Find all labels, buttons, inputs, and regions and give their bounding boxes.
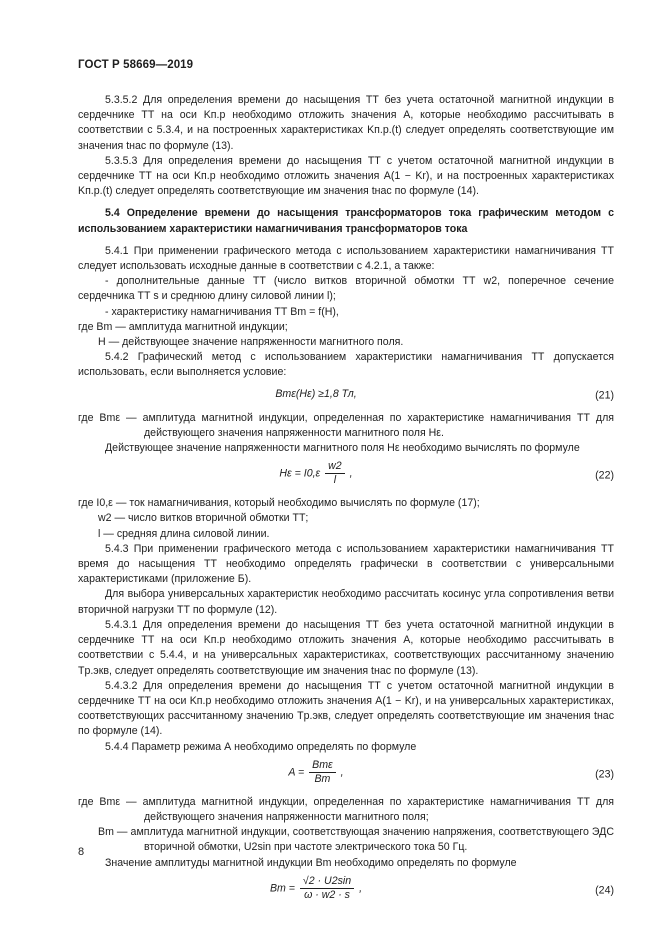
formula-24-number: (24) — [595, 884, 614, 897]
formula-21 — [78, 385, 614, 407]
section-heading-5-4: 5.4 Определение времени до насыщения трансформаторов тока графическим методом с использованием характеристики намагничивания трансформаторов тока — [78, 207, 614, 235]
formula-24-numerator: √2 · U2sin — [300, 875, 354, 889]
formula-23-tail: , — [340, 766, 344, 779]
formula-22-left: Hε = I0,ε — [279, 467, 321, 480]
paragraph-universal-characteristics: Для выбора универсальных характеристик необходимо рассчитать косинус угла сопротивления ветви вторичной нагрузки ТТ по формуле (12). — [78, 588, 614, 616]
formula-24-expression — [78, 875, 554, 902]
formula-21-expression: Bmε(Hε) ≥1,8 Тл, — [275, 387, 357, 400]
paragraph-5-3-5-3: 5.3.5.3 Для определения времени до насыщения ТТ с учетом остаточной магнитной индукции в сердечнике ТТ на оси Kп.р необходимо отложить значения A(1 − Kr), и на построенных характеристиках Kп.р.(t) следует определять соответствующие им значения tнас по формуле (14). — [78, 154, 614, 198]
definition-w2: w2 — число витков вторичной обмотки ТТ; — [98, 512, 309, 525]
definition-i0: где I0,ε — ток намагничивания, который необходимо вычислять по формуле (17); — [78, 497, 480, 510]
formula-22-denominator: l — [333, 474, 337, 487]
formula-22 — [78, 460, 614, 492]
definition-h: H — действующее значение напряженности магнитного поля. — [98, 336, 404, 349]
formula-24-tail: , — [359, 882, 363, 895]
paragraph-bm-value: Значение амплитуды магнитной индукции Bm необходимо определять по формуле — [105, 856, 517, 869]
definition-bm: где Bm — амплитуда магнитной индукции; — [78, 320, 288, 333]
formula-22-numerator: w2 — [325, 460, 345, 474]
formula-22-expression — [78, 460, 554, 487]
formula-23-expression — [78, 759, 554, 786]
paragraph-5-4-3: 5.4.3 При применении графического метода с использованием характеристики намагничивания ТТ время до насыщения ТТ необходимо определять графически в соответствии с универсальными характеристиками (приложение Б). — [78, 542, 614, 586]
paragraph-5-4-2: 5.4.2 Графический метод с использованием характеристики намагничивания ТТ допускается использовать, если выполняется условие: — [78, 351, 614, 379]
paragraph-field-strength: Действующее значение напряженности магнитного поля Hε необходимо вычислять по формуле — [105, 442, 580, 455]
formula-24-left: Bm = — [269, 882, 295, 895]
document-body — [78, 93, 614, 911]
paragraph-5-4-1: 5.4.1 При применении графического метода с использованием характеристики намагничивания ТТ следует использовать исходные данные в соответствии с 4.2.1, а также: — [78, 244, 614, 273]
paragraph-5-3-5-2: 5.3.5.2 Для определения времени до насыщения ТТ без учета остаточной магнитной индукции в сердечнике ТТ на оси Kп.р необходимо отложить значения А, которые необходимо рассчитывать в соответствии с 5.3.4, и на построенных характеристиках Kп.р.(t) следует определять соответствующие им значения tнас по формуле (13). — [78, 94, 614, 152]
definition-bm-2: Bm — амплитуда магнитной индукции, соответствующая значению напряжения, соответствующего ЭДС вторичной обмотки, U2sin при частоте электрического тока 50 Гц. — [98, 826, 614, 854]
list-item-additional-data: - дополнительные данные ТТ (число витков вторичной обмотки ТТ w2, поперечное сечение сердечника ТТ s и среднюю длину силовой линии l); — [78, 275, 614, 303]
formula-23-left: A = — [288, 766, 305, 779]
formula-24-fraction — [300, 875, 354, 902]
formula-23-numerator: Bmε — [309, 759, 336, 773]
formula-21-number: (21) — [595, 389, 614, 402]
formula-24 — [78, 875, 614, 907]
formula-22-number: (22) — [595, 469, 614, 482]
definition-l: l — средняя длина силовой линии. — [98, 527, 270, 540]
document-header: ГОСТ Р 58669—2019 — [78, 59, 194, 71]
formula-24-denominator: ω · w2 · s — [304, 888, 350, 901]
formula-22-tail: , — [349, 467, 353, 480]
paragraph-5-4-3-1: 5.4.3.1 Для определения времени до насыщения ТТ без учета остаточной магнитной индукции в сердечнике ТТ на оси Kп.р необходимо отложить значения А, которые необходимо рассчитывать в соответствии с 5.4.4, и на универсальных характеристиках, соответствующих рассчитанному значению Tр.экв, следует определять соответствующие им значения tнас по формуле (13). — [78, 618, 614, 677]
formula-23-number: (23) — [595, 768, 614, 781]
formula-23-fraction — [309, 759, 336, 786]
definition-bm-epsilon: где Bmε — амплитуда магнитной индукции, определенная по характеристике намагничивания ТТ для действующего значения напряженности магнитного поля Hε. — [78, 411, 614, 439]
paragraph-5-4-3-2: 5.4.3.2 Для определения времени до насыщения ТТ с учетом остаточной магнитной индукции в сердечнике ТТ на оси Kп.р необходимо отложить значения A(1 − Kr), и на универсальных характеристиках, соответствующих рассчитанному значению Tр.экв, следует определять соответствующие им значения tнас по формуле (14). — [78, 679, 614, 738]
definition-bm-epsilon-2: где Bmε — амплитуда магнитной индукции, определенная по характеристике намагничивания ТТ для действующего значения напряженности магнитного поля; — [78, 795, 614, 823]
paragraph-5-4-4: 5.4.4 Параметр режима А необходимо определять по формуле — [105, 740, 417, 753]
list-item-magnetization-curve: - характеристику намагничивания ТТ Bm = f(H), — [105, 305, 339, 318]
formula-22-fraction — [325, 460, 345, 487]
formula-23 — [78, 759, 614, 791]
formula-23-denominator: Bm — [314, 772, 331, 785]
page-number: 8 — [78, 846, 85, 858]
